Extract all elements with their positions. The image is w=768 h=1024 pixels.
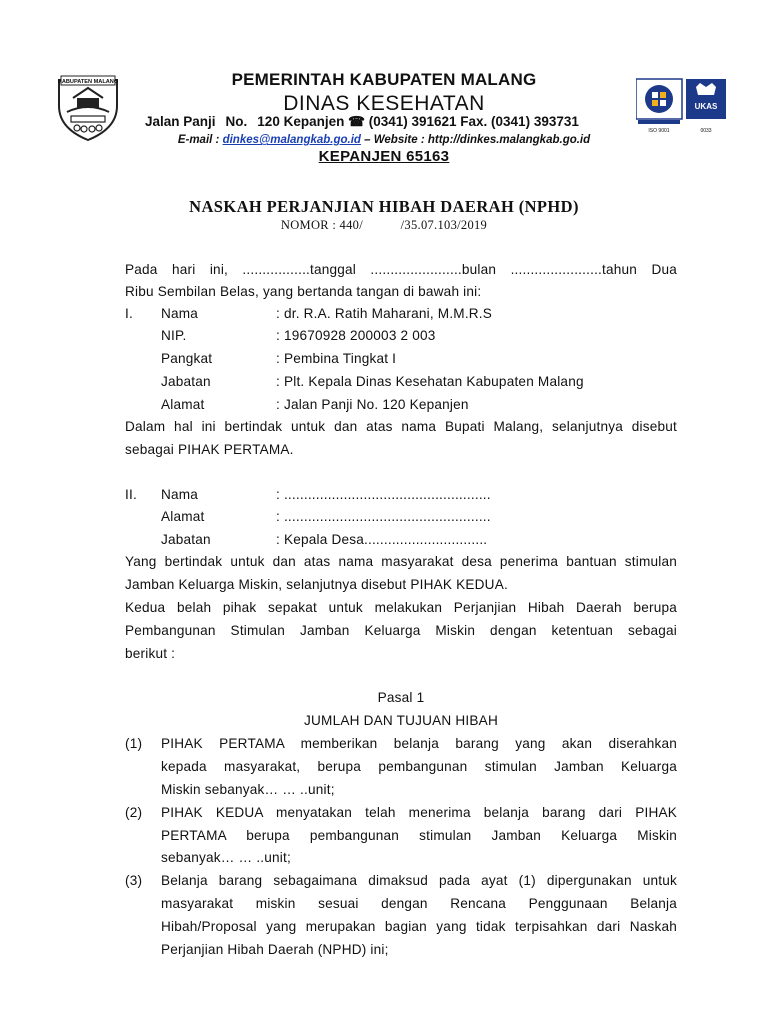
intro-line-1: Pada hari ini, .................tanggal .......................bulan .......................tahun Dua: [125, 262, 677, 277]
party1-nip-label: NIP.: [161, 328, 187, 343]
kabupaten-malang-logo: [53, 72, 123, 142]
item-line: PIHAK PERTAMA memberikan belanja barang yang akan diserahkan: [161, 736, 677, 751]
party1-nip-value: : 19670928 200003 2 003: [276, 328, 436, 343]
address-number: 120 Kepanjen: [257, 114, 345, 129]
email-label: E-mail :: [177, 134, 220, 146]
agreement-line-2: Pembangunan Stimulan Jamban Keluarga Miskin dengan ketentuan sebagai: [125, 623, 677, 638]
party1-rank-label: Pangkat: [161, 351, 213, 366]
document-number: NOMOR : 440/ /35.07.103/2019: [280, 218, 488, 232]
party2-description-2: Jamban Keluarga Miskin, selanjutnya disebut PIHAK KEDUA.: [125, 577, 508, 592]
contact-line: [145, 134, 623, 146]
article-heading: Pasal 1: [377, 690, 425, 705]
phone-icon: ☎: [348, 114, 365, 129]
article-subheading: JUMLAH DAN TUJUAN HIBAH: [304, 713, 498, 728]
party2-description-1: Yang bertindak untuk dan atas nama masyarakat desa penerima bantuan stimulan: [125, 554, 677, 569]
address-street: Jalan Panji: [145, 114, 216, 129]
party2-address-value: : ....................................................: [276, 509, 491, 524]
item-line: Miskin sebanyak… … ..unit;: [161, 782, 335, 797]
party1-name-value: : dr. R.A. Ratih Maharani, M.M.R.S: [276, 306, 493, 321]
party1-address-value: : Jalan Panji No. 120 Kepanjen: [276, 397, 469, 412]
item-line: PIHAK KEDUA menyatakan telah menerima belanja barang dari PIHAK: [161, 805, 677, 820]
item-line: Hibah/Proposal yang merupakan bagian yang tidak terpisahkan dari Naskah: [161, 919, 677, 934]
office-address: [145, 114, 579, 130]
item-line: Belanja barang sebagaimana dimaksud pada ayat (1) dipergunakan untuk: [161, 873, 677, 888]
website-text: – Website : http://dinkes.malangkab.go.id: [364, 134, 591, 146]
item-line: PERTAMA berupa pembangunan stimulan Jamban Keluarga Miskin: [161, 828, 677, 843]
svg-text:UKAS: UKAS: [694, 102, 718, 111]
party1-description-2: sebagai PIHAK PERTAMA.: [125, 442, 294, 457]
party1-description-1: Dalam hal ini bertindak untuk dan atas nama Bupati Malang, selanjutnya disebut: [125, 419, 677, 434]
party1-rank-value: : Pembina Tingkat I: [276, 351, 397, 366]
party1-position-value: : Plt. Kepala Dinas Kesehatan Kabupaten Malang: [276, 374, 584, 389]
item-number: (3): [125, 873, 143, 888]
item-line: masyarakat miskin sesuai dengan Rencana Penggunaan Belanja: [161, 896, 677, 911]
item-line: kepada masyarakat, berupa pembangunan stimulan Jamban Keluarga: [161, 759, 677, 774]
document-title: NASKAH PERJANJIAN HIBAH DAERAH (NPHD): [189, 197, 579, 216]
office-name: DINAS KESEHATAN: [283, 92, 485, 115]
agreement-line-3: berikut :: [125, 646, 176, 661]
government-name: PEMERINTAH KABUPATEN MALANG: [231, 70, 537, 89]
svg-text:0033: 0033: [700, 128, 712, 134]
email-link[interactable]: dinkes@malangkab.go.id: [222, 134, 361, 146]
party2-position-label: Jabatan: [161, 532, 211, 547]
city-postal: KEPANJEN 65163: [318, 148, 450, 165]
intro-line-2: Ribu Sembilan Belas, yang bertanda tangan di bawah ini:: [125, 284, 482, 299]
item-line: sebanyak… … ..unit;: [161, 850, 291, 865]
party1-name-label: Nama: [161, 306, 199, 321]
item-line: Perjanjian Hibah Daerah (NPHD) ini;: [161, 942, 389, 957]
item-number: (1): [125, 736, 143, 751]
address-number-label: No.: [225, 114, 248, 129]
party2-name-label: Nama: [161, 487, 199, 502]
svg-text:KABUPATEN MALANG: KABUPATEN MALANG: [57, 79, 119, 85]
party2-position-value: : Kepala Desa...............................: [276, 532, 488, 547]
svg-text:ISO 9001: ISO 9001: [648, 128, 670, 134]
party2-address-label: Alamat: [161, 509, 205, 524]
item-number: (2): [125, 805, 143, 820]
agreement-line-1: Kedua belah pihak sepakat untuk melakukan Perjanjian Hibah Daerah berupa: [125, 600, 677, 615]
party2-numeral: II.: [125, 487, 137, 502]
certification-logo: [636, 77, 728, 137]
party2-name-value: : ....................................................: [276, 487, 491, 502]
party1-numeral: I.: [125, 306, 133, 321]
phone-fax: (0341) 391621 Fax. (0341) 393731: [368, 114, 579, 129]
party1-address-label: Alamat: [161, 397, 205, 412]
party1-position-label: Jabatan: [161, 374, 211, 389]
